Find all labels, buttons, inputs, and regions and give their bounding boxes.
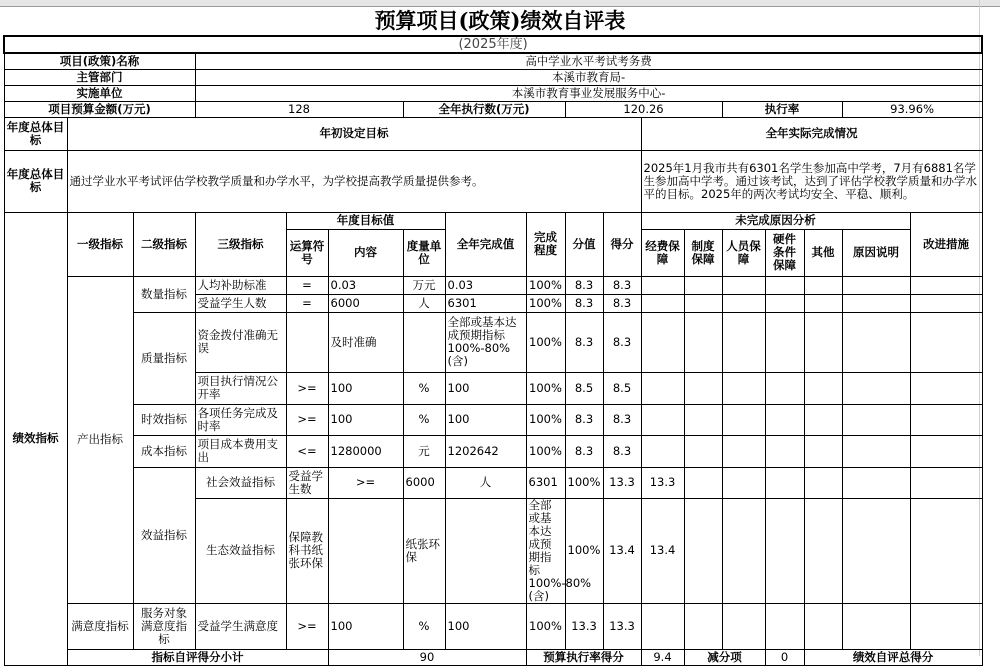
unit-cell[interactable]: 人 xyxy=(403,294,445,312)
group-output: 产出指标 xyxy=(67,276,133,603)
reason-cell[interactable] xyxy=(684,603,722,649)
rate-value[interactable]: 93.96% xyxy=(842,101,982,117)
op-cell[interactable]: = xyxy=(286,276,328,294)
reason-cell[interactable] xyxy=(722,372,765,404)
score-cell[interactable]: 13.3 xyxy=(603,467,641,498)
l3-cell[interactable]: 受益学生人数 xyxy=(195,294,286,312)
unit-cell[interactable] xyxy=(445,498,526,603)
actual-cell[interactable]: 1202642 xyxy=(445,435,526,467)
reason-cell[interactable] xyxy=(842,435,910,467)
degree-cell[interactable]: 100% xyxy=(526,312,565,372)
op-cell[interactable]: >= xyxy=(286,603,328,649)
perf-label: 绩效指标 xyxy=(4,212,67,665)
improve-cell[interactable] xyxy=(910,294,982,312)
degree-header: 完成程度 xyxy=(526,212,565,276)
goal-actual-header: 全年实际完成情况 xyxy=(641,117,982,150)
improve-cell[interactable] xyxy=(910,312,982,372)
got-cell[interactable]: 13.3 xyxy=(603,603,641,649)
op-cell[interactable]: >= xyxy=(328,467,403,498)
dept-value[interactable]: 本溪市教育局- xyxy=(195,69,982,85)
reason-cell[interactable] xyxy=(910,467,982,498)
improve-cell[interactable] xyxy=(910,603,982,649)
reason-cell[interactable] xyxy=(765,435,804,467)
reason-cell[interactable] xyxy=(641,372,684,404)
reason-cell[interactable] xyxy=(842,294,910,312)
reason-cell[interactable] xyxy=(842,312,910,372)
reason-4-header: 硬件条件保障 xyxy=(765,229,804,276)
reason-cell[interactable] xyxy=(641,603,684,649)
reason-cell[interactable] xyxy=(842,276,910,294)
reason-cell[interactable] xyxy=(842,467,910,498)
actual-cell[interactable]: 0.03 xyxy=(445,276,526,294)
degree-cell[interactable]: 100% xyxy=(565,467,603,498)
reason-cell[interactable] xyxy=(722,294,765,312)
reason-cell[interactable] xyxy=(722,603,765,649)
reason-cell[interactable] xyxy=(765,276,804,294)
reason-cell[interactable] xyxy=(765,404,804,435)
reason-group-header: 未完成原因分析 xyxy=(641,212,910,229)
content-cell[interactable]: 100 xyxy=(328,372,403,404)
l3-cell[interactable]: 资金拨付准确无误 xyxy=(195,312,286,372)
reason-cell[interactable] xyxy=(684,404,722,435)
content-cell[interactable]: 及时准确 xyxy=(328,312,403,372)
got-cell[interactable]: 13.4 xyxy=(641,498,684,603)
l1-header: 一级指标 xyxy=(67,212,133,276)
reason-cell[interactable] xyxy=(765,312,804,372)
reason-cell[interactable] xyxy=(765,467,804,498)
actual-cell[interactable]: 100 xyxy=(445,372,526,404)
goal-label-2: 年度总体目标 xyxy=(4,150,67,212)
reason-cell[interactable] xyxy=(765,294,804,312)
improve-cell[interactable] xyxy=(910,435,982,467)
group-social: 社会效益指标 xyxy=(195,467,286,498)
exec-label: 全年执行数(万元) xyxy=(403,101,565,117)
reason-cell[interactable] xyxy=(684,276,722,294)
reason-cell[interactable] xyxy=(684,312,722,372)
degree-cell[interactable]: 100% xyxy=(526,294,565,312)
goal-init-text[interactable]: 通过学业水平考试评估学校教学质量和办学水平，为学校提高教学质量提供参考。 xyxy=(67,150,641,212)
unit-label: 实施单位 xyxy=(4,85,195,101)
reason-cell[interactable] xyxy=(722,498,765,603)
op-cell[interactable]: = xyxy=(286,294,328,312)
l3-cell[interactable]: 项目成本费用支出 xyxy=(195,435,286,467)
degree-cell[interactable]: 100% xyxy=(526,372,565,404)
improve-cell[interactable] xyxy=(910,276,982,294)
score-cell[interactable]: 8.3 xyxy=(565,276,603,294)
l3-cell[interactable]: 人均补助标准 xyxy=(195,276,286,294)
year-cell: (2025年度) xyxy=(4,36,982,53)
subtotal-value[interactable]: 90 xyxy=(328,649,526,665)
reason-3-header: 人员保障 xyxy=(722,229,765,276)
reason-cell[interactable] xyxy=(765,372,804,404)
group-benefit: 效益指标 xyxy=(133,467,195,603)
content-cell[interactable]: 1280000 xyxy=(328,435,403,467)
reason-cell[interactable] xyxy=(684,467,722,498)
subtotal-label: 指标自评得分小计 xyxy=(67,649,328,665)
group-eco: 生态效益指标 xyxy=(195,498,286,603)
op-cell[interactable] xyxy=(286,312,328,372)
score-cell[interactable]: 8.3 xyxy=(565,312,603,372)
deduct-value[interactable]: 0 xyxy=(765,649,804,665)
page-title: 预算项目(政策)绩效自评表 xyxy=(374,8,626,33)
reason-cell[interactable] xyxy=(765,603,804,649)
got-cell[interactable]: 8.3 xyxy=(603,435,641,467)
reason-cell[interactable] xyxy=(722,312,765,372)
reason-cell[interactable] xyxy=(804,467,842,498)
improve-cell[interactable] xyxy=(910,372,982,404)
actual-cell[interactable]: 全部或基本达成预期指标100%-80%(含) xyxy=(445,312,526,372)
reason-cell[interactable] xyxy=(910,498,982,603)
goal-label: 年度总体目标 xyxy=(4,117,67,150)
score-cell[interactable]: 8.3 xyxy=(565,404,603,435)
group-qty: 数量指标 xyxy=(133,276,195,312)
total-score-label: 绩效自评总得分 xyxy=(804,649,982,665)
unit-cell[interactable]: 人 xyxy=(445,467,526,498)
content-cell[interactable]: 纸张环保 xyxy=(403,498,445,603)
reason-cell[interactable] xyxy=(804,404,842,435)
goal-init-header: 年初设定目标 xyxy=(67,117,641,150)
reason-cell[interactable] xyxy=(641,294,684,312)
l3-header: 三级指标 xyxy=(195,212,286,276)
unit-cell[interactable]: 元 xyxy=(403,435,445,467)
dept-label: 主管部门 xyxy=(4,69,195,85)
actual-cell[interactable]: 6301 xyxy=(445,294,526,312)
reason-cell[interactable] xyxy=(804,603,842,649)
table-row xyxy=(4,603,982,649)
op-cell[interactable]: >= xyxy=(286,372,328,404)
spreadsheet-column-header xyxy=(0,0,1000,7)
degree-cell[interactable]: 100% xyxy=(526,404,565,435)
op-cell[interactable]: >= xyxy=(286,404,328,435)
improve-cell[interactable] xyxy=(910,404,982,435)
group-service: 服务对象满意度指标 xyxy=(133,603,195,649)
unit-cell[interactable]: 万元 xyxy=(403,276,445,294)
content-cell[interactable]: 100 xyxy=(328,404,403,435)
unit-cell[interactable]: % xyxy=(403,372,445,404)
score-header: 分值 xyxy=(565,212,603,276)
reason-cell[interactable] xyxy=(641,312,684,372)
project-name-label: 项目(政策)名称 xyxy=(4,53,195,69)
exec-value[interactable]: 120.26 xyxy=(565,101,722,117)
got-cell[interactable]: 8.3 xyxy=(603,294,641,312)
reason-cell[interactable] xyxy=(641,404,684,435)
score-cell[interactable]: 8.5 xyxy=(565,372,603,404)
table-row xyxy=(4,312,982,372)
reason-cell[interactable] xyxy=(842,404,910,435)
reason-cell[interactable] xyxy=(722,467,765,498)
l3-cell[interactable]: 各项任务完成及时率 xyxy=(195,404,286,435)
rate-label: 执行率 xyxy=(722,101,842,117)
unit-cell[interactable]: % xyxy=(403,404,445,435)
group-quality: 质量指标 xyxy=(133,312,195,404)
got-cell[interactable]: 8.3 xyxy=(603,404,641,435)
reason-cell[interactable] xyxy=(804,294,842,312)
budget-score-label: 预算执行率得分 xyxy=(526,649,641,665)
reason-5-header: 其他 xyxy=(804,229,842,276)
unit-header: 度量单位 xyxy=(403,229,445,276)
score-cell[interactable]: 8.3 xyxy=(565,435,603,467)
reason-cell[interactable] xyxy=(684,294,722,312)
degree-cell[interactable]: 100% xyxy=(565,498,603,603)
reason-cell[interactable] xyxy=(641,276,684,294)
improve-header: 改进措施 xyxy=(910,212,982,276)
reason-cell[interactable] xyxy=(641,435,684,467)
deduct-label: 减分项 xyxy=(684,649,765,665)
reason-1-header: 经费保障 xyxy=(641,229,684,276)
content-cell[interactable]: 100 xyxy=(328,603,403,649)
got-header: 得分 xyxy=(603,212,641,276)
actual-cell[interactable]: 100 xyxy=(445,603,526,649)
table-row xyxy=(4,404,982,435)
reason-cell[interactable] xyxy=(684,498,722,603)
actual-cell[interactable]: 100 xyxy=(445,404,526,435)
reason-cell[interactable] xyxy=(722,435,765,467)
op-cell[interactable]: <= xyxy=(286,435,328,467)
group-cost: 成本指标 xyxy=(133,435,195,467)
got-cell[interactable]: 8.3 xyxy=(603,276,641,294)
l3-cell[interactable]: 保障教科书纸张环保 xyxy=(286,498,328,603)
content-cell[interactable]: 6000 xyxy=(328,294,403,312)
got-cell[interactable]: 13.3 xyxy=(641,467,684,498)
reason-cell[interactable] xyxy=(722,404,765,435)
l3-cell[interactable]: 受益学生满意度 xyxy=(195,603,286,649)
group-satisfaction: 满意度指标 xyxy=(67,603,133,649)
score-cell[interactable]: 13.4 xyxy=(603,498,641,603)
actual-cell[interactable]: 全部或基本达成预期指标100%-80%(含) xyxy=(526,498,565,603)
project-name-value[interactable]: 高中学业水平考试考务费 xyxy=(195,53,982,69)
content-cell[interactable]: 0.03 xyxy=(328,276,403,294)
reason-cell[interactable] xyxy=(804,435,842,467)
actual-header: 全年完成值 xyxy=(445,212,526,276)
group-time: 时效指标 xyxy=(133,404,195,435)
unit-value[interactable]: 本溪市教育事业发展服务中心- xyxy=(195,85,982,101)
actual-cell[interactable]: 6301 xyxy=(526,467,565,498)
table-row xyxy=(4,276,982,294)
got-cell[interactable]: 8.3 xyxy=(603,312,641,372)
reason-cell[interactable] xyxy=(804,312,842,372)
degree-cell[interactable]: 100% xyxy=(526,276,565,294)
reason-cell[interactable] xyxy=(842,372,910,404)
reason-cell[interactable] xyxy=(722,276,765,294)
table-row xyxy=(4,467,982,498)
reason-cell[interactable] xyxy=(684,435,722,467)
op-header: 运算符号 xyxy=(286,229,328,276)
goal-actual-text[interactable]: 2025年1月我市共有6301名学生参加高中学考，7月有6881名学生参加高中学考。通过该考试，达到了评估学校教学质量和办学水平的目标。2025年的两次考试均安全、平稳、顺利。 xyxy=(641,150,982,212)
content-cell[interactable]: 6000 xyxy=(403,467,445,498)
content-header: 内容 xyxy=(328,229,403,276)
budget-value[interactable]: 128 xyxy=(195,101,403,117)
reason-cell[interactable] xyxy=(765,498,804,603)
budget-label: 项目预算金额(万元) xyxy=(4,101,195,117)
reason-cell[interactable] xyxy=(804,276,842,294)
degree-cell[interactable]: 100% xyxy=(526,603,565,649)
target-group-header: 年度目标值 xyxy=(286,212,445,229)
reason-6-header: 原因说明 xyxy=(842,229,910,276)
reason-2-header: 制度保障 xyxy=(684,229,722,276)
degree-cell[interactable]: 100% xyxy=(526,435,565,467)
reason-cell[interactable] xyxy=(804,498,842,603)
unit-cell[interactable] xyxy=(403,312,445,372)
got-cell[interactable]: 8.5 xyxy=(603,372,641,404)
self-evaluation-table xyxy=(3,35,983,666)
score-cell[interactable]: 13.3 xyxy=(565,603,603,649)
op-cell[interactable] xyxy=(328,498,403,603)
table-row xyxy=(4,435,982,467)
l2-header: 二级指标 xyxy=(133,212,195,276)
l3-cell[interactable]: 受益学生数 xyxy=(286,467,328,498)
reason-cell[interactable] xyxy=(842,498,910,603)
unit-cell[interactable]: % xyxy=(403,603,445,649)
score-cell[interactable]: 8.3 xyxy=(565,294,603,312)
budget-score-value[interactable]: 9.4 xyxy=(641,649,684,665)
l3-cell[interactable]: 项目执行情况公开率 xyxy=(195,372,286,404)
reason-cell[interactable] xyxy=(804,372,842,404)
reason-cell[interactable] xyxy=(842,603,910,649)
reason-cell[interactable] xyxy=(684,372,722,404)
